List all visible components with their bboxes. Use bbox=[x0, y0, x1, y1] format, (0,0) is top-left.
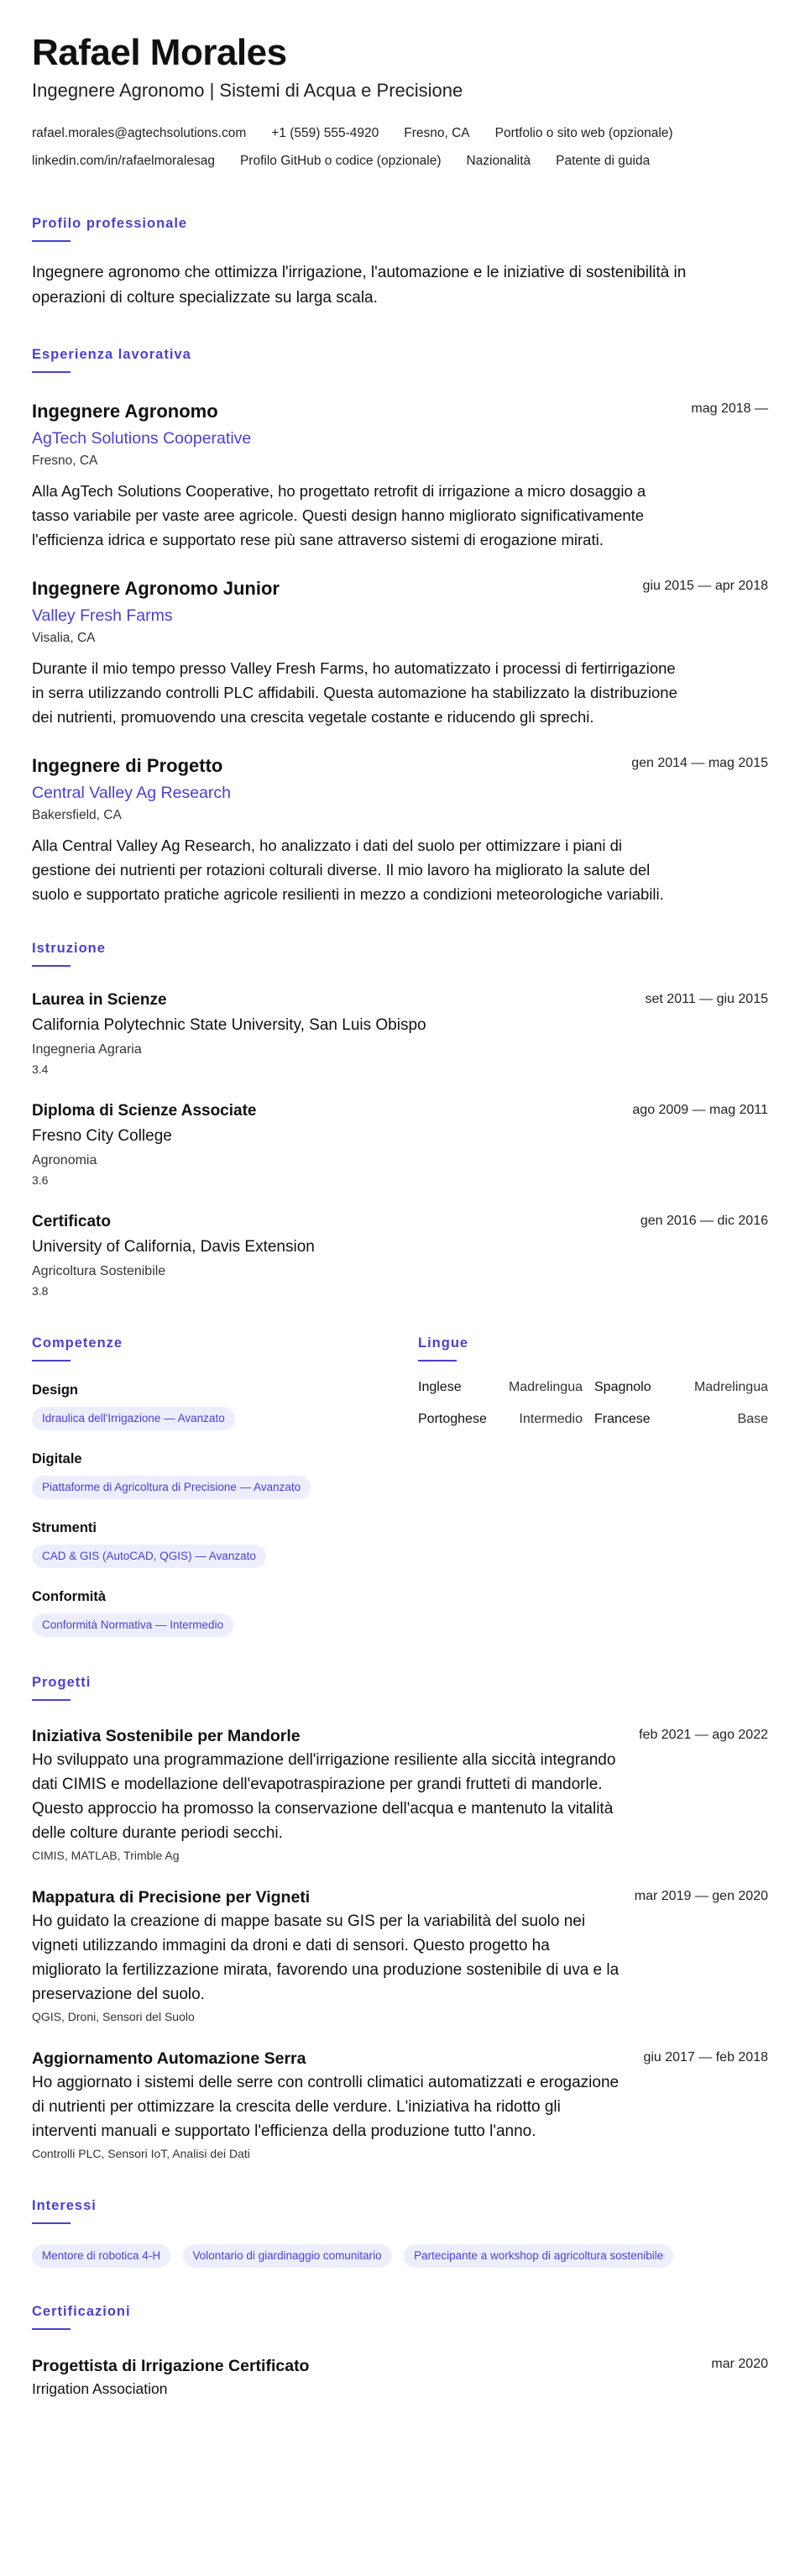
skill-pill: Conformità Normativa — Intermedio bbox=[32, 1613, 233, 1637]
skill-category: Conformità bbox=[32, 1589, 106, 1604]
section-divider bbox=[32, 371, 71, 373]
section-title: Lingue bbox=[418, 1335, 469, 1351]
school: California Polytechnic State University, San Luis Obispo bbox=[32, 1016, 426, 1034]
skills-languages-row bbox=[32, 1335, 768, 1637]
entry-date: mar 2020 bbox=[711, 2357, 768, 2371]
degree: Laurea in Scienze bbox=[32, 991, 167, 1009]
skill-group bbox=[32, 1588, 418, 1637]
contact-bar bbox=[32, 119, 768, 175]
section-title: Profilo professionale bbox=[32, 216, 188, 231]
job-location: Bakersfield, CA bbox=[32, 808, 122, 822]
section-title: Istruzione bbox=[32, 941, 106, 956]
interests-section bbox=[32, 2197, 768, 2268]
job-location: Visalia, CA bbox=[32, 631, 96, 645]
contact-nationality: Nazionalità bbox=[466, 154, 531, 168]
section-divider bbox=[32, 240, 71, 242]
gpa: 3.4 bbox=[32, 1062, 49, 1076]
school: Fresno City College bbox=[32, 1127, 172, 1145]
section-title: Interessi bbox=[32, 2198, 97, 2213]
project-description: Ho aggiornato i sistemi delle serre con controlli climatici automatizzati e erogazione di nutrienti per ottimizzare la crescita delle verdure. L'iniziativa ha ridotto gli interventi manuali e supportato l'efficienza della produzione tutto l'anno. bbox=[32, 2074, 620, 2140]
project-title: Aggiornamento Automazione Serra bbox=[32, 2049, 306, 2068]
education-entry bbox=[32, 1101, 768, 1188]
candidate-name: Rafael Morales bbox=[32, 32, 287, 73]
skill-group bbox=[32, 1519, 418, 1568]
language-level: Base bbox=[737, 1412, 768, 1426]
certification-name: Progettista di Irrigazione Certificato bbox=[32, 2357, 310, 2375]
gpa: 3.8 bbox=[32, 1284, 49, 1298]
degree: Certificato bbox=[32, 1213, 111, 1230]
job-description: Alla AgTech Solutions Cooperative, ho progettato retrofit di irrigazione a micro dosaggio a tasso variabile per vaste aree agricole. Questi design hanno migliorato significativamente l'efficienza idrica e supportato rese più sane attraverso sistemi di erogazione mirati. bbox=[32, 482, 646, 548]
skill-category: Strumenti bbox=[32, 1520, 97, 1535]
languages-grid bbox=[418, 1378, 768, 1429]
experience-entry bbox=[32, 400, 768, 552]
profile-summary: Ingegnere agronomo che ottimizza l'irrigazione, l'automazione e le iniziative di sostenibilità in operazioni di colture specializzate su larga scala. bbox=[32, 264, 687, 307]
project-title: Mappatura di Precisione per Vigneti bbox=[32, 1888, 311, 1907]
language-level: Madrelingua bbox=[693, 1380, 768, 1394]
profile-section bbox=[32, 215, 768, 311]
entry-date: mag 2018 — bbox=[691, 401, 768, 416]
projects-section bbox=[32, 1674, 768, 2162]
job-description: Durante il mio tempo presso Valley Fresh Farms, ho automatizzato i processi di fertirrigazione in serra utilizzando controlli PLC affidabili. Questa automazione ha stabilizzato la distribuzione dei nutrienti, promuovendo una crescita vegetale costante e riducendo gli sprechi. bbox=[32, 659, 677, 726]
entry-date: set 2011 — giu 2015 bbox=[645, 992, 768, 1006]
project-technologies: CIMIS, MATLAB, Trimble Ag bbox=[32, 1849, 180, 1862]
headline: Ingegnere Agronomo | Sistemi di Acqua e Precisione bbox=[32, 80, 463, 101]
contact-github[interactable]: Profilo GitHub o codice (opzionale) bbox=[239, 154, 442, 168]
entry-date: mar 2019 — gen 2020 bbox=[634, 1889, 768, 1903]
education-entry bbox=[32, 1212, 768, 1299]
certifications-section bbox=[32, 2303, 768, 2399]
language-name: Portoghese bbox=[418, 1412, 487, 1426]
section-divider bbox=[32, 965, 71, 967]
education-section bbox=[32, 940, 768, 1299]
project-entry bbox=[32, 2049, 768, 2162]
company-name: Valley Fresh Farms bbox=[32, 606, 173, 625]
skill-group bbox=[32, 1382, 418, 1430]
company-name: AgTech Solutions Cooperative bbox=[32, 429, 252, 448]
language-name: Francese bbox=[594, 1412, 651, 1426]
skill-category: Design bbox=[32, 1382, 79, 1398]
skill-group bbox=[32, 1451, 418, 1499]
skill-pill: Piattaforme di Agricoltura di Precisione — Avanzato bbox=[32, 1476, 311, 1499]
languages-section bbox=[418, 1335, 768, 1637]
field-of-study: Agricoltura Sostenibile bbox=[32, 1264, 166, 1278]
contact-email[interactable]: rafael.morales@agtechsolutions.com bbox=[32, 126, 247, 140]
project-technologies: Controlli PLC, Sensori IoT, Analisi dei Dati bbox=[32, 2147, 250, 2160]
company-name: Central Valley Ag Research bbox=[32, 784, 232, 802]
project-title: Iniziativa Sostenibile per Mandorle bbox=[32, 1727, 301, 1745]
interest-pill: Partecipante a workshop di agricoltura sostenibile bbox=[404, 2244, 673, 2268]
interest-pill: Volontario di giardinaggio comunitario bbox=[183, 2244, 392, 2268]
skill-pill: CAD & GIS (AutoCAD, QGIS) — Avanzato bbox=[32, 1545, 266, 1568]
interests-list bbox=[32, 2236, 768, 2268]
contact-portfolio[interactable]: Portfolio o sito web (opzionale) bbox=[494, 126, 673, 140]
experience-entry bbox=[32, 577, 768, 729]
entry-date: giu 2017 — feb 2018 bbox=[643, 2050, 768, 2064]
section-title: Certificazioni bbox=[32, 2304, 131, 2319]
skill-category: Digitale bbox=[32, 1451, 82, 1466]
section-divider bbox=[32, 2328, 71, 2330]
field-of-study: Agronomia bbox=[32, 1153, 97, 1167]
contact-location: Fresno, CA bbox=[404, 126, 470, 140]
project-entry bbox=[32, 1726, 768, 1864]
job-title: Ingegnere di Progetto bbox=[32, 755, 223, 776]
field-of-study: Ingegneria Agraria bbox=[32, 1042, 142, 1057]
contact-linkedin[interactable]: linkedin.com/in/rafaelmoralesag bbox=[32, 154, 215, 168]
entry-date: giu 2015 — apr 2018 bbox=[642, 579, 768, 593]
degree: Diploma di Scienze Associate bbox=[32, 1102, 257, 1120]
language-name: Inglese bbox=[418, 1380, 462, 1394]
school: University of California, Davis Extension bbox=[32, 1238, 315, 1256]
project-description: Ho sviluppato una programmazione dell'irrigazione resiliente alla siccità integrando dati CIMIS e modellazione dell'evapotraspirazione per grandi frutteti di mandorle. Questo approccio ha promosso la conservazione dell'acqua e mantenuto la vitalità delle colture durante periodi secchi. bbox=[32, 1751, 616, 1842]
experience-section bbox=[32, 346, 768, 906]
section-divider bbox=[418, 1360, 457, 1361]
job-description: Alla Central Valley Ag Research, ho analizzato i dati del suolo per ottimizzare i piani di gestione dei nutrienti per rotazioni colturali diverse. Il mio lavoro ha migliorato la salute del suolo e supportato pratiche agricole resilienti in mezzo a condizioni meteorologiche variabili. bbox=[32, 837, 664, 903]
job-location: Fresno, CA bbox=[32, 454, 98, 468]
entry-date: gen 2016 — dic 2016 bbox=[640, 1214, 768, 1228]
skills-section bbox=[32, 1335, 418, 1637]
section-title: Esperienza lavorativa bbox=[32, 347, 191, 362]
job-title: Ingegnere Agronomo Junior bbox=[32, 578, 280, 599]
project-technologies: QGIS, Droni, Sensori del Suolo bbox=[32, 2010, 195, 2023]
education-entry bbox=[32, 990, 768, 1078]
project-description: Ho guidato la creazione di mappe basate su GIS per la variabilità del suolo nei vigneti utilizzando immagini da droni e dati di sensori. Questo progetto ha migliorato la fertilizzazione mirata, favorendo una produzione sostenibile di uva e la preservazione del suolo. bbox=[32, 1912, 620, 2003]
section-title: Competenze bbox=[32, 1335, 123, 1351]
certification-issuer: Irrigation Association bbox=[32, 2380, 168, 2397]
contact-license: Patente di guida bbox=[556, 154, 651, 168]
language-level: Intermedio bbox=[519, 1412, 583, 1426]
section-title: Progetti bbox=[32, 1675, 92, 1690]
section-divider bbox=[32, 2222, 71, 2224]
language-name: Spagnolo bbox=[594, 1380, 651, 1394]
section-divider bbox=[32, 1699, 71, 1701]
language-level: Madrelingua bbox=[508, 1380, 583, 1394]
skill-pill: Idraulica dell'Irrigazione — Avanzato bbox=[32, 1407, 235, 1430]
entry-date: feb 2021 — ago 2022 bbox=[639, 1728, 768, 1742]
certification-entry bbox=[32, 2355, 768, 2399]
entry-date: gen 2014 — mag 2015 bbox=[631, 756, 768, 770]
entry-date: ago 2009 — mag 2011 bbox=[632, 1103, 768, 1117]
job-title: Ingegnere Agronomo bbox=[32, 401, 218, 422]
section-divider bbox=[32, 1360, 71, 1361]
project-entry bbox=[32, 1887, 768, 2025]
contact-phone[interactable]: +1 (559) 555-4920 bbox=[271, 126, 379, 140]
gpa: 3.6 bbox=[32, 1173, 49, 1187]
experience-entry bbox=[32, 754, 768, 906]
interest-pill: Mentore di robotica 4-H bbox=[32, 2244, 170, 2268]
